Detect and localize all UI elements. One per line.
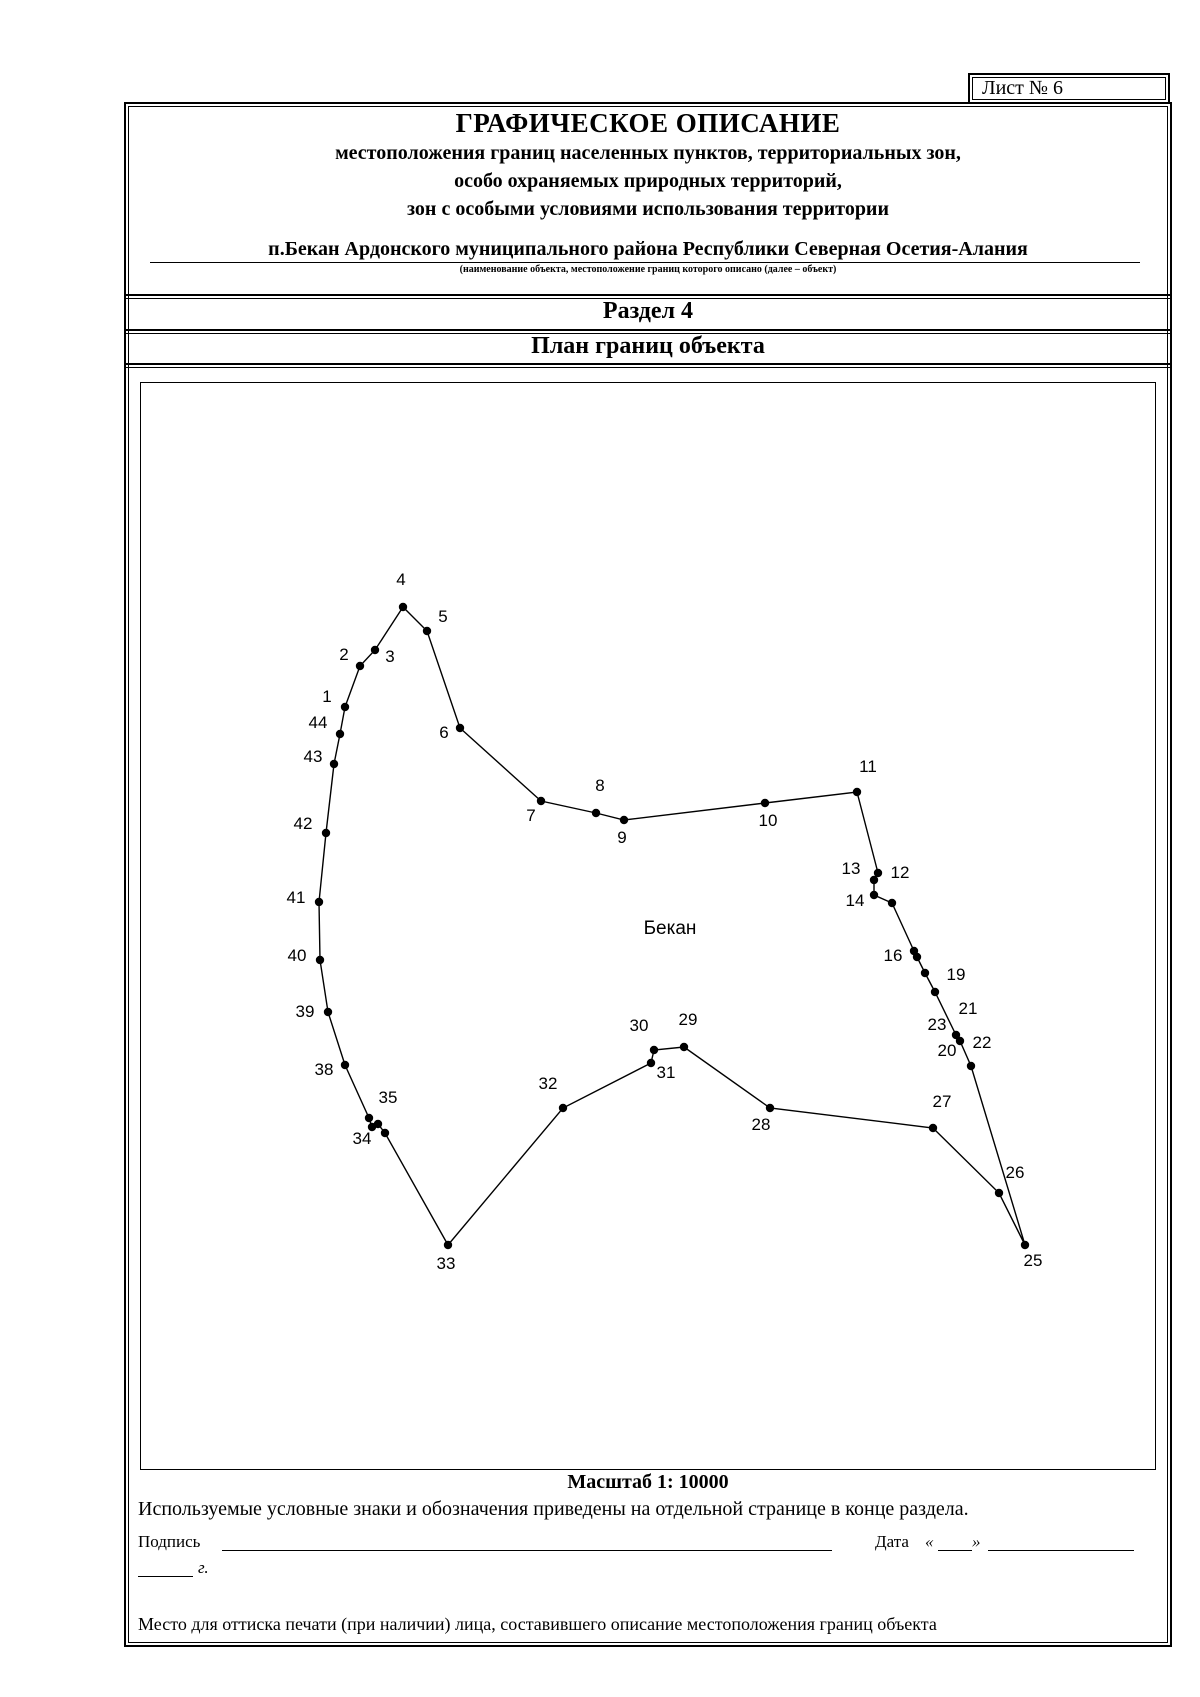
boundary-point-marker — [766, 1104, 774, 1112]
signature-line — [222, 1550, 832, 1551]
boundary-point-marker — [316, 956, 324, 964]
boundary-point-marker — [399, 603, 407, 611]
date-day-line — [938, 1550, 972, 1551]
scale-label: Масштаб 1: 10000 — [567, 1471, 729, 1493]
boundary-point-marker — [929, 1124, 937, 1132]
boundary-point-marker — [537, 797, 545, 805]
section-number: Раздел 4 — [602, 298, 694, 324]
point-label: 38 — [314, 1060, 334, 1079]
point-label: 43 — [303, 747, 323, 766]
date-quote-open: « — [925, 1532, 934, 1551]
boundary-point-marker — [870, 891, 878, 899]
boundary-point-marker — [371, 646, 379, 654]
date-quote-close: » — [972, 1532, 981, 1551]
point-label: 21 — [958, 999, 978, 1018]
boundary-point-marker — [324, 1008, 332, 1016]
boundary-point-marker — [650, 1046, 658, 1054]
stamp-note: Место для оттиска печати (при наличии) лица, составившего описание местоположения границ объекта — [138, 1614, 937, 1634]
object-name: п.Бекан Ардонского муниципального района Республики Северная Осетия-Алания — [268, 238, 1028, 260]
settlement-label: Бекан — [643, 918, 697, 939]
boundary-plan — [140, 382, 1156, 1470]
boundary-point-marker — [913, 953, 921, 961]
signature-label: Подпись — [138, 1532, 201, 1551]
boundary-point-marker — [853, 788, 861, 796]
point-label: 14 — [845, 891, 865, 910]
date-label: Дата — [875, 1532, 909, 1551]
year-suffix: г. — [198, 1558, 209, 1577]
sheet-number-box — [968, 73, 1170, 104]
point-label: 9 — [617, 828, 627, 847]
point-label: 28 — [751, 1115, 771, 1134]
boundary-point-marker — [592, 809, 600, 817]
boundary-point-marker — [870, 876, 878, 884]
point-label: 22 — [972, 1033, 992, 1052]
boundary-point-marker — [559, 1104, 567, 1112]
point-label: 30 — [629, 1016, 649, 1035]
divider — [126, 294, 1170, 296]
boundary-point-marker — [315, 898, 323, 906]
boundary-point-marker — [995, 1189, 1003, 1197]
boundary-point-marker — [423, 627, 431, 635]
point-label: 34 — [352, 1129, 372, 1148]
point-label: 3 — [385, 647, 395, 666]
divider — [126, 363, 1170, 365]
point-label: 32 — [538, 1074, 558, 1093]
boundary-point-marker — [647, 1059, 655, 1067]
point-label: 8 — [595, 776, 605, 795]
point-label: 26 — [1005, 1163, 1025, 1182]
point-label: 2 — [339, 645, 349, 664]
point-label: 39 — [295, 1002, 315, 1021]
boundary-point-marker — [956, 1037, 964, 1045]
boundary-point-marker — [381, 1129, 389, 1137]
point-label: 25 — [1023, 1251, 1043, 1270]
point-label: 7 — [526, 806, 536, 825]
year-line — [138, 1576, 193, 1577]
point-label: 27 — [932, 1092, 952, 1111]
point-label: 40 — [287, 946, 307, 965]
point-label: 31 — [656, 1063, 676, 1082]
divider — [126, 329, 1170, 331]
point-label: 19 — [946, 965, 966, 984]
sheet-number: Лист № 6 — [982, 77, 1063, 99]
boundary-point-marker — [330, 760, 338, 768]
point-label: 13 — [841, 859, 861, 878]
point-label: 12 — [890, 863, 910, 882]
point-label: 20 — [937, 1041, 957, 1060]
boundary-point-marker — [967, 1062, 975, 1070]
subtitle-line-2: особо охраняемых природных территорий, — [454, 170, 842, 192]
point-label: 16 — [883, 946, 903, 965]
point-label: 11 — [859, 757, 877, 776]
point-label: 44 — [308, 713, 328, 732]
legend-note: Используемые условные знаки и обозначения приведены на отдельной странице в конце раздела. — [138, 1498, 969, 1520]
point-label: 6 — [439, 723, 449, 742]
boundary-point-marker — [444, 1241, 452, 1249]
boundary-point-marker — [1021, 1241, 1029, 1249]
object-caption: (наименование объекта, местоположение границ которого описано (далее – объект) — [459, 264, 837, 275]
document-title: ГРАФИЧЕСКОЕ ОПИСАНИЕ — [455, 108, 841, 138]
boundary-point-marker — [341, 1061, 349, 1069]
boundary-point-marker — [921, 969, 929, 977]
point-label: 1 — [322, 687, 332, 706]
boundary-point-marker — [888, 899, 896, 907]
point-label: 23 — [927, 1015, 947, 1034]
subtitle-line-3: зон с особыми условиями использования территории — [407, 198, 889, 220]
boundary-point-marker — [356, 662, 364, 670]
boundary-point-marker — [322, 829, 330, 837]
point-label: 35 — [378, 1088, 398, 1107]
boundary-point-marker — [761, 799, 769, 807]
point-label: 5 — [438, 607, 448, 626]
object-underline — [150, 262, 1140, 263]
boundary-point-marker — [931, 988, 939, 996]
subtitle-line-1: местоположения границ населенных пунктов, территориальных зон, — [335, 142, 961, 164]
point-label: 42 — [293, 814, 313, 833]
section-title: План границ объекта — [531, 333, 765, 359]
boundary-point-marker — [365, 1114, 373, 1122]
boundary-point-marker — [680, 1043, 688, 1051]
point-label: 33 — [436, 1254, 456, 1273]
boundary-point-marker — [456, 724, 464, 732]
point-label: 10 — [758, 811, 778, 830]
point-label: 29 — [678, 1010, 698, 1029]
date-month-line — [988, 1550, 1134, 1551]
boundary-point-marker — [620, 816, 628, 824]
boundary-point-marker — [336, 730, 344, 738]
point-label: 4 — [396, 570, 406, 589]
point-label: 41 — [286, 888, 306, 907]
divider — [126, 367, 1170, 368]
boundary-point-marker — [341, 703, 349, 711]
